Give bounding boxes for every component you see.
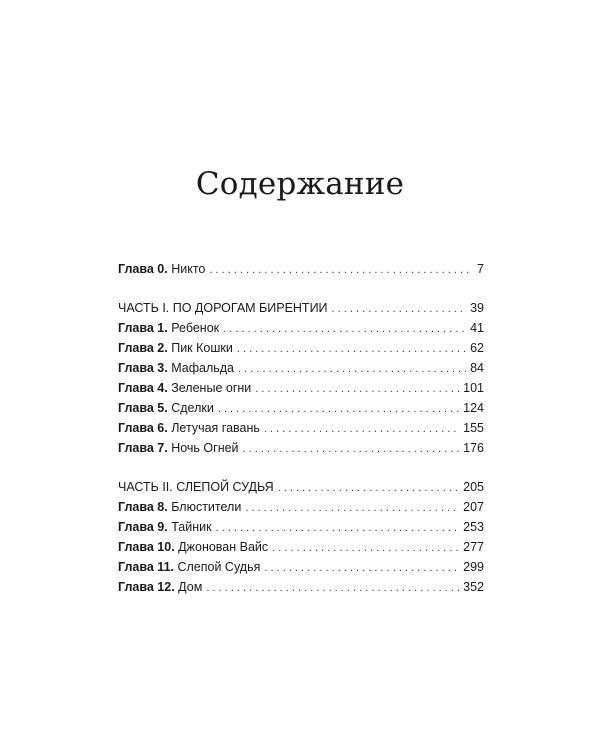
chapter-prefix: Глава 10. [118, 540, 175, 554]
page-number: 277 [463, 540, 484, 554]
toc-entry-chapter-10[interactable] [118, 537, 484, 557]
chapter-prefix: Глава 8. [118, 500, 168, 514]
chapter-prefix: Глава 3. [118, 361, 168, 375]
dot-leader [206, 578, 459, 598]
page-number: 101 [463, 381, 484, 395]
chapter-prefix: Глава 11. [118, 560, 174, 574]
chapter-prefix: Глава 5. [118, 401, 168, 415]
chapter-name: Джонован Вайс [178, 540, 269, 554]
page-number: 41 [470, 321, 484, 335]
toc-entry-chapter-7[interactable] [118, 438, 484, 458]
toc-entry-chapter-6[interactable] [118, 418, 484, 438]
dot-leader [264, 558, 459, 578]
dot-leader [238, 359, 466, 379]
toc-entry-chapter-3[interactable] [118, 358, 484, 378]
toc-entry-part-1[interactable] [118, 298, 484, 318]
dot-leader [209, 260, 473, 280]
toc-entry-label [118, 318, 219, 338]
page-title: Содержание [195, 166, 405, 202]
chapter-name: Мафальда [171, 361, 235, 375]
page-number: 299 [463, 560, 484, 574]
toc-entry-label [118, 537, 268, 557]
toc-entry-label [118, 577, 202, 597]
dot-leader [216, 518, 460, 538]
toc-entry-chapter-12[interactable] [118, 577, 484, 597]
toc-entry-chapter-0[interactable] [118, 259, 484, 279]
toc-entry-label [118, 517, 212, 537]
chapter-prefix: Глава 2. [118, 341, 168, 355]
dot-leader [272, 538, 459, 558]
page-number: 84 [470, 361, 484, 375]
chapter-prefix: Глава 6. [118, 421, 168, 435]
chapter-name: Слепой Судья [177, 560, 261, 574]
toc-entry-label [118, 378, 251, 398]
part-title: ЧАСТЬ I. ПО ДОРОГАМ БИРЕНТИИ [118, 301, 328, 315]
page-number: 62 [470, 341, 484, 355]
chapter-prefix: Глава 4. [118, 381, 168, 395]
chapter-name: Дом [178, 580, 203, 594]
chapter-name: Пик Кошки [171, 341, 233, 355]
page-number: 7 [477, 262, 484, 276]
dot-leader [218, 399, 459, 419]
dot-leader [332, 299, 467, 319]
toc-entry-part-2[interactable] [118, 477, 484, 497]
chapter-name: Зеленые огни [171, 381, 252, 395]
page-number: 39 [470, 301, 484, 315]
page-number: 176 [463, 441, 484, 455]
toc-entry-chapter-8[interactable] [118, 497, 484, 517]
toc-entry-chapter-9[interactable] [118, 517, 484, 537]
chapter-prefix: Глава 9. [118, 520, 168, 534]
page-number: 253 [463, 520, 484, 534]
chapter-name: Блюстители [171, 500, 242, 514]
page-number: 205 [463, 480, 484, 494]
chapter-prefix: Глава 1. [118, 321, 168, 335]
toc-entry-chapter-5[interactable] [118, 398, 484, 418]
chapter-name: Тайник [171, 520, 212, 534]
chapter-prefix: Глава 0. [118, 262, 168, 276]
toc-entry-label [118, 557, 260, 577]
toc-entry-label [118, 358, 234, 378]
dot-leader [264, 419, 459, 439]
dot-leader [245, 498, 459, 518]
chapter-name: Ночь Огней [171, 441, 239, 455]
chapter-name: Ребенок [171, 321, 220, 335]
toc-entry-label [118, 259, 205, 279]
dot-leader [255, 379, 459, 399]
page-number: 155 [463, 421, 484, 435]
toc-entry-label [118, 497, 241, 517]
page-number: 124 [463, 401, 484, 415]
table-of-contents [118, 259, 484, 616]
toc-intro-group [118, 259, 484, 279]
page-number: 207 [463, 500, 484, 514]
toc-entry-chapter-11[interactable] [118, 557, 484, 577]
toc-entry-chapter-2[interactable] [118, 338, 484, 358]
chapter-name: Летучая гавань [171, 421, 260, 435]
toc-entry-chapter-1[interactable] [118, 318, 484, 338]
dot-leader [278, 478, 459, 498]
toc-entry-label [118, 338, 233, 358]
toc-part-2-group [118, 477, 484, 597]
chapter-name: Сделки [171, 401, 214, 415]
part-title: ЧАСТЬ II. СЛЕПОЙ СУДЬЯ [118, 480, 274, 494]
chapter-name: Никто [171, 262, 206, 276]
dot-leader [243, 439, 460, 459]
page-number: 352 [463, 580, 484, 594]
toc-entry-chapter-4[interactable] [118, 378, 484, 398]
toc-entry-label [118, 418, 260, 438]
dot-leader [223, 319, 466, 339]
toc-entry-label [118, 438, 239, 458]
chapter-prefix: Глава 12. [118, 580, 175, 594]
toc-entry-label [118, 398, 214, 418]
chapter-prefix: Глава 7. [118, 441, 168, 455]
toc-part-1-group [118, 298, 484, 458]
dot-leader [237, 339, 466, 359]
